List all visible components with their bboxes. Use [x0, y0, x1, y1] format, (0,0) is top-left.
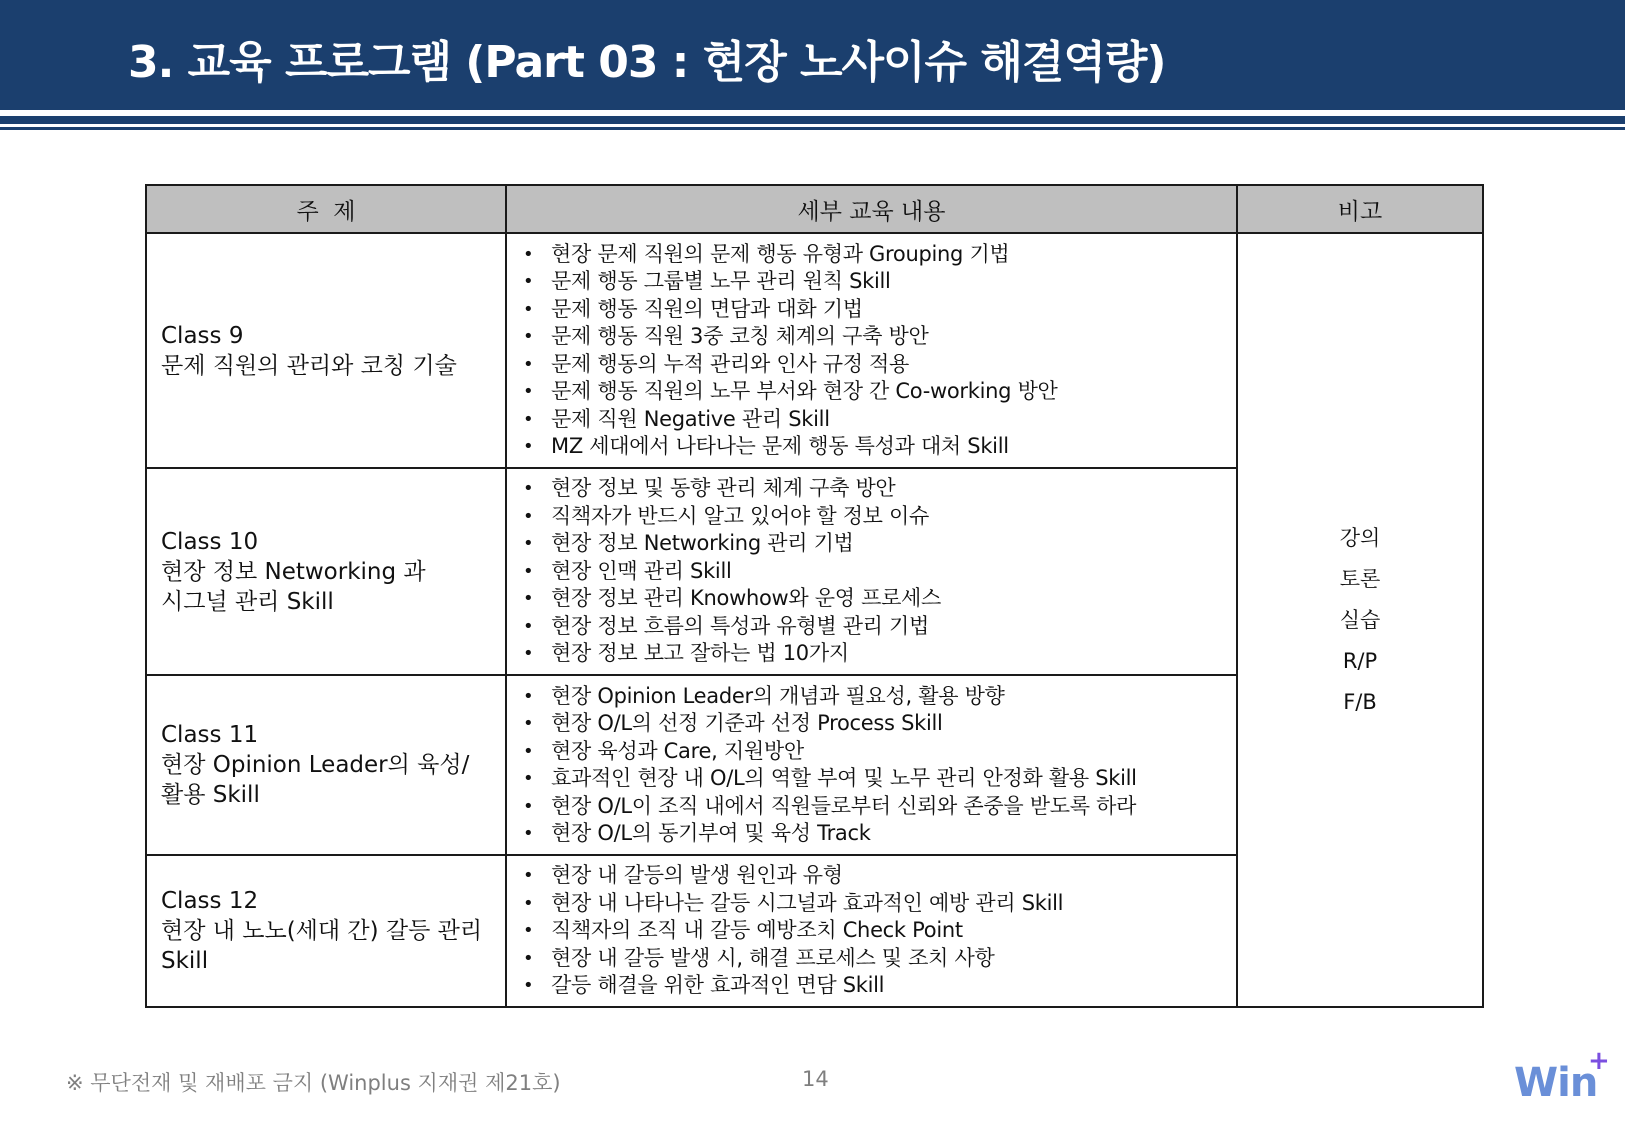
plus-icon: + [1588, 1046, 1610, 1076]
detail-list [521, 862, 1226, 1000]
list-item: • 현장 내 갈등의 발생 원인과 유형 [521, 862, 1226, 890]
list-item: • 직책자가 반드시 알고 있어야 할 정보 이슈 [521, 503, 1226, 531]
logo-text: Win [1514, 1060, 1598, 1106]
list-item: • 현장 정보 보고 잘하는 법 10가지 [521, 640, 1226, 668]
program-table [145, 184, 1484, 1008]
header-detail: 세부 교육 내용 [506, 185, 1237, 233]
detail-cell [506, 468, 1237, 675]
header-note: 비고 [1237, 185, 1483, 233]
header-divider-thin [0, 127, 1625, 130]
winplus-logo [1514, 1046, 1610, 1108]
list-item: • 현장 Opinion Leader의 개념과 필요성, 활용 방향 [521, 683, 1226, 711]
list-item: • 현장 O/L의 선정 기준과 선정 Process Skill [521, 710, 1226, 738]
page-number: 14 [802, 1067, 829, 1091]
detail-list [521, 475, 1226, 668]
list-item: • 현장 문제 직원의 문제 행동 유형과 Grouping 기법 [521, 241, 1226, 269]
topic-title: Skill [161, 948, 209, 974]
topic-cell [146, 233, 506, 468]
list-item: • 현장 정보 및 동향 관리 체계 구축 방안 [521, 475, 1226, 503]
note-cell [1237, 233, 1483, 1007]
page-title: 3. 교육 프로그램 (Part 03 : 현장 노사이슈 해결역량) [128, 37, 1166, 88]
list-item: • 현장 정보 관리 Knowhow와 운영 프로세스 [521, 585, 1226, 613]
topic-cell [146, 468, 506, 675]
header-divider-thick [0, 116, 1625, 124]
list-item: • 현장 내 갈등 발생 시, 해결 프로세스 및 조치 사항 [521, 945, 1226, 973]
list-item: • 문제 행동 직원의 면담과 대화 기법 [521, 296, 1226, 324]
topic-title: 문제 직원의 관리와 코칭 기술 [161, 352, 457, 379]
class-label: Class 11 [161, 722, 259, 748]
list-item: • 현장 O/L의 동기부여 및 육성 Track [521, 820, 1226, 848]
class-label: Class 10 [161, 528, 259, 555]
topic-cell [146, 855, 506, 1007]
topic-title: 현장 정보 Networking 과 [161, 558, 426, 585]
list-item: • 현장 육성과 Care, 지원방안 [521, 738, 1226, 766]
table-header-row [146, 185, 1483, 233]
list-item: • 문제 직원 Negative 관리 Skill [521, 406, 1226, 434]
list-item: • 갈등 해결을 위한 효과적인 면담 Skill [521, 972, 1226, 1000]
topic-title: 현장 Opinion Leader의 육성/ [161, 752, 470, 778]
list-item: • MZ 세대에서 나타나는 문제 행동 특성과 대처 Skill [521, 433, 1226, 461]
topic-title: 활용 Skill [161, 782, 260, 808]
list-item: • 문제 행동 직원 3중 코칭 체계의 구축 방안 [521, 323, 1226, 351]
topic-title: 현장 내 노노(세대 간) 갈등 관리 [161, 918, 483, 944]
detail-cell [506, 233, 1237, 468]
topic-title: 시그널 관리 Skill [161, 588, 334, 615]
note-item: F/B [1343, 689, 1377, 714]
class-label: Class 12 [161, 888, 259, 914]
note-item: 토론 [1339, 566, 1381, 591]
header-topic: 주 제 [146, 185, 506, 233]
detail-list [521, 683, 1226, 848]
detail-cell [506, 675, 1237, 855]
header-bar [0, 0, 1625, 110]
note-item: 강의 [1339, 525, 1381, 550]
copyright-notice: ※ 무단전재 및 재배포 금지 (Winplus 지재권 제21호) [66, 1071, 561, 1095]
list-item: • 문제 행동의 누적 관리와 인사 규정 적용 [521, 351, 1226, 379]
list-item: • 현장 내 나타나는 갈등 시그널과 효과적인 예방 관리 Skill [521, 890, 1226, 918]
list-item: • 효과적인 현장 내 O/L의 역할 부여 및 노무 관리 안정화 활용 Skill [521, 765, 1226, 793]
detail-list [521, 241, 1226, 461]
list-item: • 문제 행동 직원의 노무 부서와 현장 간 Co-working 방안 [521, 378, 1226, 406]
topic-cell [146, 675, 506, 855]
note-item: 실습 [1339, 607, 1381, 632]
list-item: • 문제 행동 그룹별 노무 관리 원칙 Skill [521, 268, 1226, 296]
class-label: Class 9 [161, 322, 244, 349]
list-item: • 현장 인맥 관리 Skill [521, 558, 1226, 586]
table-row-class-9 [146, 233, 1483, 468]
list-item: • 직책자의 조직 내 갈등 예방조치 Check Point [521, 917, 1226, 945]
list-item: • 현장 정보 Networking 관리 기법 [521, 530, 1226, 558]
detail-cell [506, 855, 1237, 1007]
list-item: • 현장 정보 흐름의 특성과 유형별 관리 기법 [521, 613, 1226, 641]
note-item: R/P [1342, 648, 1378, 673]
list-item: • 현장 O/L이 조직 내에서 직원들로부터 신뢰와 존중을 받도록 하라 [521, 793, 1226, 821]
